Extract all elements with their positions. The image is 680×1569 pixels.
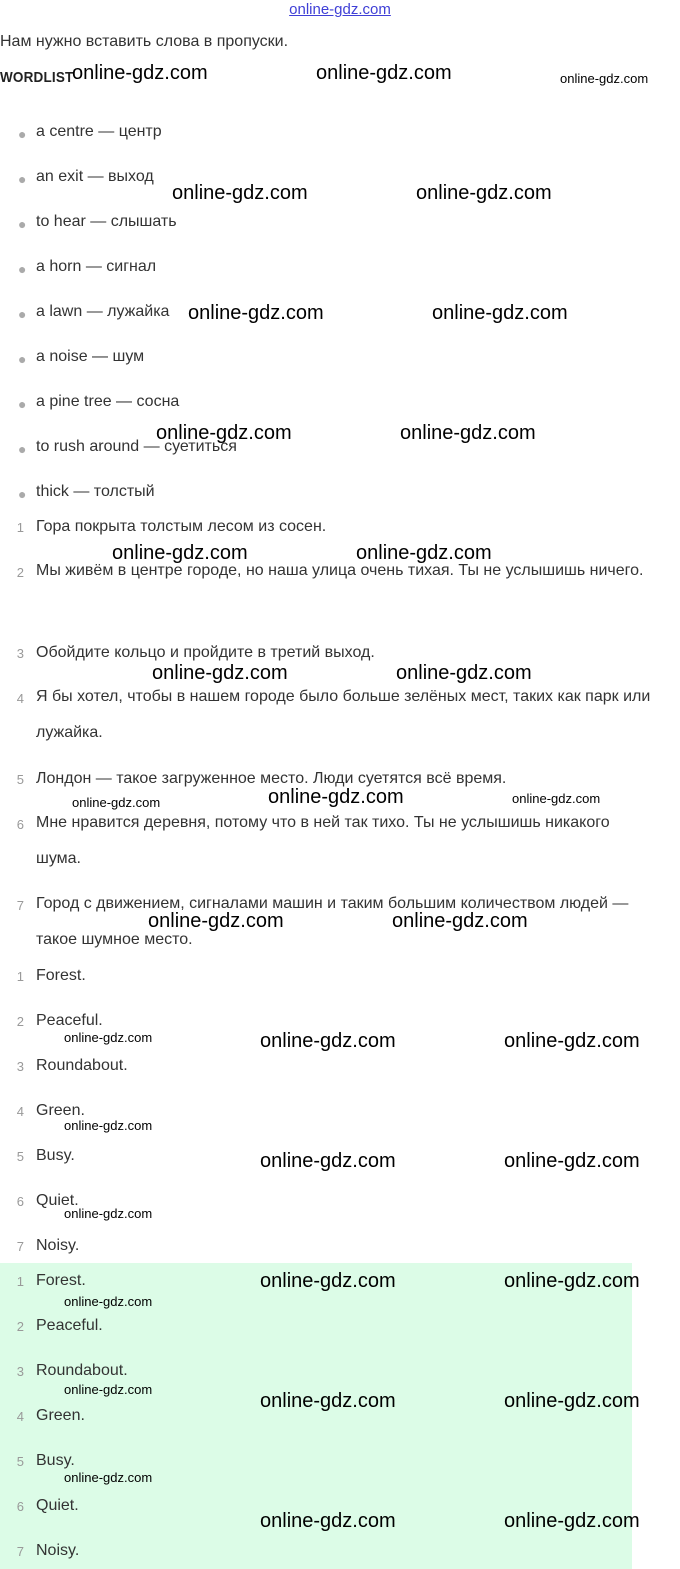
bullet-icon: ● [18, 261, 27, 277]
answer-text: Green. [36, 1102, 85, 1119]
final-answer-number: 4 [16, 1409, 24, 1424]
bullet-icon: ● [18, 306, 27, 322]
answer-text: Roundabout. [36, 1057, 128, 1074]
watermark: online-gdz.com [64, 1030, 153, 1045]
translation-text: Мне нравится деревня, потому что в ней так тихо. Ты не услышишь никакого шума. [36, 814, 610, 867]
answer-number: 7 [16, 1239, 24, 1254]
watermark: online-gdz.com [112, 542, 248, 564]
answer-text: Quiet. [36, 1192, 79, 1209]
watermark: online-gdz.com [72, 62, 208, 84]
watermark: online-gdz.com [156, 422, 292, 444]
watermark: online-gdz.com [400, 422, 536, 444]
site-link[interactable]: online-gdz.com [289, 1, 391, 18]
answer-number: 4 [16, 1104, 24, 1119]
watermark: online-gdz.com [72, 795, 161, 810]
watermark: online-gdz.com [504, 1270, 640, 1292]
final-answer-number: 7 [16, 1544, 24, 1559]
watermark: online-gdz.com [356, 542, 492, 564]
watermark: online-gdz.com [260, 1510, 396, 1532]
answer-text: Busy. [36, 1147, 75, 1164]
watermark: online-gdz.com [504, 1390, 640, 1412]
translation-number: 1 [16, 520, 24, 535]
translation-number: 7 [16, 898, 24, 913]
bullet-icon: ● [18, 126, 27, 142]
wordlist-item: a centre — центр [36, 123, 162, 140]
watermark: online-gdz.com [416, 182, 552, 204]
watermark: online-gdz.com [316, 62, 452, 84]
wordlist-heading: WORDLIST [0, 69, 74, 86]
watermark: online-gdz.com [152, 662, 288, 684]
watermark: online-gdz.com [64, 1382, 153, 1397]
watermark: online-gdz.com [64, 1470, 153, 1485]
translation-number: 4 [16, 691, 24, 706]
intro-text: Нам нужно вставить слова в пропуски. [0, 33, 289, 50]
wordlist-item: to hear — слышать [36, 213, 177, 230]
bullet-icon: ● [18, 171, 27, 187]
watermark: online-gdz.com [260, 1390, 396, 1412]
bullet-icon: ● [18, 216, 27, 232]
watermark: online-gdz.com [260, 1030, 396, 1052]
answer-text: Forest. [36, 967, 86, 984]
final-answer-text: Forest. [36, 1272, 86, 1289]
watermark: online-gdz.com [268, 786, 404, 808]
watermark: online-gdz.com [172, 182, 308, 204]
answer-number: 2 [16, 1014, 24, 1029]
translation-text: Я бы хотел, чтобы в нашем городе было больше зелёных мест, таких как парк или лужайка. [36, 688, 651, 741]
watermark: online-gdz.com [504, 1030, 640, 1052]
final-answer-number: 5 [16, 1454, 24, 1469]
watermark: online-gdz.com [148, 910, 284, 932]
wordlist-item: to rush around — суетиться [36, 438, 237, 455]
final-answer-text: Quiet. [36, 1497, 79, 1514]
bullet-icon: ● [18, 351, 27, 367]
translation-number: 2 [16, 565, 24, 580]
watermark: online-gdz.com [260, 1150, 396, 1172]
final-answer-number: 2 [16, 1319, 24, 1334]
translation-text: Гора покрыта толстым лесом из сосен. [36, 518, 327, 535]
answer-number: 5 [16, 1149, 24, 1164]
watermark: online-gdz.com [392, 910, 528, 932]
answer-text: Noisy. [36, 1237, 80, 1254]
bullet-icon: ● [18, 396, 27, 412]
watermark: online-gdz.com [260, 1270, 396, 1292]
answer-text: Peaceful. [36, 1012, 103, 1029]
final-answer-text: Noisy. [36, 1542, 80, 1559]
answer-number: 3 [16, 1059, 24, 1074]
wordlist-item: a lawn — лужайка [36, 303, 170, 320]
translation-text: Обойдите кольцо и пройдите в третий выход. [36, 644, 375, 661]
watermark: online-gdz.com [504, 1150, 640, 1172]
wordlist-item: thick — толстый [36, 483, 155, 500]
translation-text: Лондон — такое загруженное место. Люди суетятся всё время. [36, 770, 507, 787]
final-answer-text: Green. [36, 1407, 85, 1424]
final-answer-number: 1 [16, 1274, 24, 1289]
wordlist-item: a noise — шум [36, 348, 145, 365]
watermark: online-gdz.com [432, 302, 568, 324]
answer-number: 6 [16, 1194, 24, 1209]
translation-number: 3 [16, 646, 24, 661]
translation-number: 5 [16, 772, 24, 787]
wordlist-item: a horn — сигнал [36, 258, 157, 275]
translation-text: Город с движением, сигналами машин и таким большим количеством людей — такое шумное место. [36, 895, 629, 948]
watermark: online-gdz.com [560, 71, 649, 86]
watermark: online-gdz.com [188, 302, 324, 324]
translation-number: 6 [16, 817, 24, 832]
final-answer-number: 6 [16, 1499, 24, 1514]
translation-text: Мы живём в центре городе, но наша улица очень тихая. Ты не услышишь ничего. [36, 562, 644, 579]
bullet-icon: ● [18, 441, 27, 457]
final-answer-text: Peaceful. [36, 1317, 103, 1334]
watermark: online-gdz.com [64, 1294, 153, 1309]
watermark: online-gdz.com [64, 1206, 153, 1221]
final-answer-text: Roundabout. [36, 1362, 128, 1379]
wordlist-item: an exit — выход [36, 168, 154, 185]
wordlist-item: a pine tree — сосна [36, 393, 180, 410]
watermark: online-gdz.com [504, 1510, 640, 1532]
watermark: online-gdz.com [64, 1118, 153, 1133]
answer-number: 1 [16, 969, 24, 984]
final-answer-text: Busy. [36, 1452, 75, 1469]
bullet-icon: ● [18, 486, 27, 502]
final-answer-number: 3 [16, 1364, 24, 1379]
watermark: online-gdz.com [396, 662, 532, 684]
watermark: online-gdz.com [512, 791, 601, 806]
